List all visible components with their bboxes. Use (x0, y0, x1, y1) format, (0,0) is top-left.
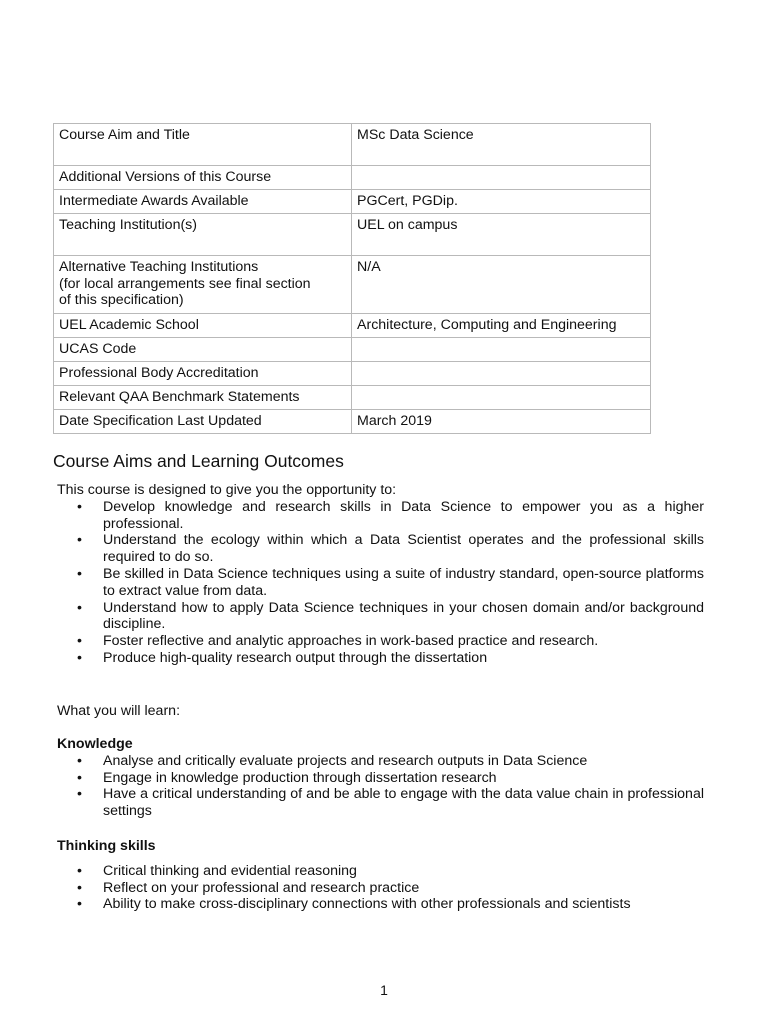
table-row (54, 256, 651, 314)
row-value: UEL on campus (352, 214, 651, 256)
table-row (54, 362, 651, 386)
row-label (54, 256, 352, 314)
thinking-list (57, 863, 704, 913)
learn-intro-block (57, 703, 704, 720)
table-row (54, 214, 651, 256)
list-item: • Reflect on your professional and research practice (57, 880, 704, 897)
list-item: • Be skilled in Data Science techniques using a suite of industry standard, open-source platforms to extract value from data. (57, 566, 704, 600)
row-label: Date Specification Last Updated (54, 410, 352, 434)
row-value (352, 386, 651, 410)
table-row (54, 190, 651, 214)
list-item: • Understand the ecology within which a Data Scientist operates and the professional skills required to do so. (57, 532, 704, 566)
table-row (54, 338, 651, 362)
knowledge-list (57, 753, 704, 820)
list-item: • Produce high-quality research output through the dissertation (57, 650, 704, 667)
row-value (352, 362, 651, 386)
page-number: 1 (380, 982, 388, 998)
knowledge-block (57, 736, 704, 820)
intro-text: This course is designed to give you the opportunity to: (57, 482, 397, 498)
aims-block (57, 482, 704, 667)
list-item: • Analyse and critically evaluate projects and research outputs in Data Science (57, 753, 704, 770)
thinking-block (57, 838, 704, 913)
row-label: Relevant QAA Benchmark Statements (54, 386, 352, 410)
row-value: MSc Data Science (352, 124, 651, 166)
list-item: • Foster reflective and analytic approaches in work-based practice and research. (57, 633, 704, 650)
row-label: Intermediate Awards Available (54, 190, 352, 214)
list-item: • Have a critical understanding of and be able to engage with the data value chain in professional settings (57, 786, 704, 820)
row-label: Professional Body Accreditation (54, 362, 352, 386)
list-item: • Develop knowledge and research skills in Data Science to empower you as a higher professional. (57, 499, 704, 533)
section-title: Course Aims and Learning Outcomes (53, 451, 344, 471)
knowledge-heading: Knowledge (57, 736, 133, 752)
row-value: March 2019 (352, 410, 651, 434)
row-label: Teaching Institution(s) (54, 214, 352, 256)
row-label: UEL Academic School (54, 314, 352, 338)
row-label: Additional Versions of this Course (54, 166, 352, 190)
learn-intro: What you will learn: (57, 703, 181, 719)
list-item: • Understand how to apply Data Science techniques in your chosen domain and/or background discipline. (57, 600, 704, 634)
list-item: • Engage in knowledge production through dissertation research (57, 770, 704, 787)
table-row (54, 314, 651, 338)
thinking-heading: Thinking skills (57, 838, 156, 854)
label-line: of this specification) (59, 292, 184, 308)
table-row (54, 386, 651, 410)
row-value: N/A (352, 256, 651, 314)
table-row (54, 166, 651, 190)
label-line: (for local arrangements see final section (59, 275, 311, 292)
aims-list (57, 499, 704, 667)
course-spec-table (53, 123, 651, 434)
row-label: UCAS Code (54, 338, 352, 362)
table-row (54, 124, 651, 166)
label-line: Alternative Teaching Institutions (59, 259, 259, 275)
list-item: • Critical thinking and evidential reasoning (57, 863, 704, 880)
list-item: • Ability to make cross-disciplinary connections with other professionals and scientists (57, 896, 704, 913)
row-value: PGCert, PGDip. (352, 190, 651, 214)
row-value (352, 338, 651, 362)
row-value: Architecture, Computing and Engineering (352, 314, 651, 338)
table-row (54, 410, 651, 434)
row-label: Course Aim and Title (54, 124, 352, 166)
row-value (352, 166, 651, 190)
